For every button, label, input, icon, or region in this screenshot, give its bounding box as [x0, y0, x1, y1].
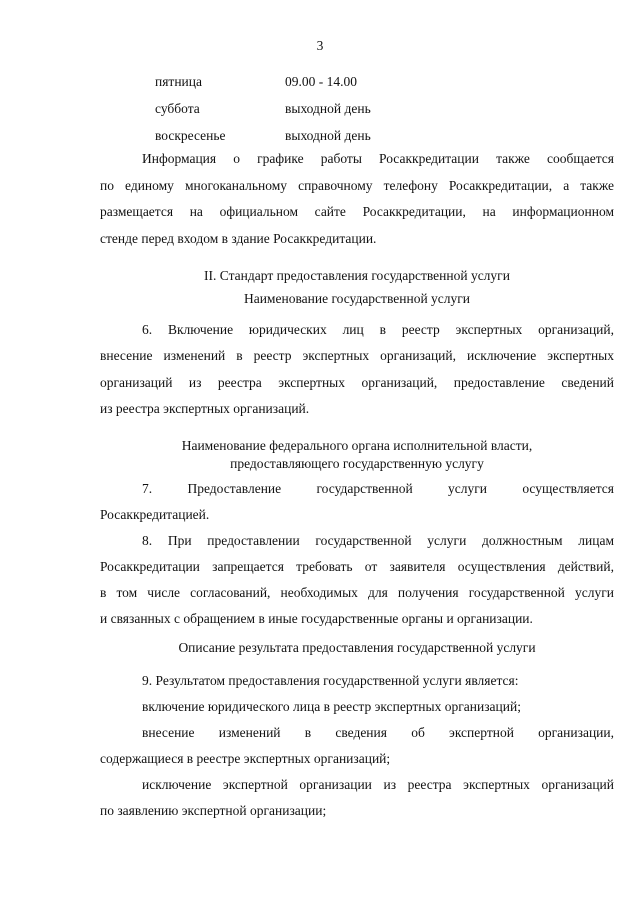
- paragraph-line: размещается на официальном сайте Росаккредитации, на информационном: [100, 204, 614, 219]
- schedule-day: воскресенье: [155, 128, 226, 143]
- schedule-day: суббота: [155, 101, 200, 116]
- paragraph-line: по единому многоканальному справочному телефону Росаккредитации, а также: [100, 178, 614, 193]
- paragraph-line: 8. При предоставлении государственной услуги должностным лицам: [142, 533, 614, 548]
- paragraph-line: в том числе согласований, необходимых для получения государственной услуги: [100, 585, 614, 600]
- subheading-service-name: Наименование государственной услуги: [243, 291, 471, 306]
- paragraph-line: Росаккредитацией.: [100, 507, 210, 522]
- paragraph-line: Росаккредитации запрещается требовать от заявителя осуществления действий,: [100, 559, 614, 574]
- paragraph-line: организаций из реестра экспертных организаций, предоставление сведений: [100, 375, 614, 390]
- paragraph-line: из реестра экспертных организаций.: [100, 401, 310, 416]
- paragraph-line: 7. Предоставление государственной услуги осуществляется: [142, 481, 614, 496]
- schedule-day: пятница: [155, 74, 202, 89]
- paragraph-line: стенде перед входом в здание Росаккредитации.: [100, 231, 377, 246]
- subheading-federal-body: предоставляющего государственную услугу: [230, 456, 484, 471]
- paragraph-line: внесение изменений в реестр экспертных организаций, исключение экспертных: [100, 348, 614, 363]
- section-title: II. Стандарт предоставления государственной услуги: [204, 268, 510, 283]
- paragraph-line: содержащиеся в реестре экспертных организаций;: [100, 751, 391, 766]
- schedule-hours: 09.00 - 14.00: [285, 74, 357, 89]
- paragraph-line: 6. Включение юридических лиц в реестр экспертных организаций,: [142, 322, 614, 337]
- schedule-hours: выходной день: [285, 128, 371, 143]
- subheading-result: Описание результата предоставления государственной услуги: [178, 640, 536, 655]
- paragraph-line: и связанных с обращением в иные государственные органы и организации.: [100, 611, 533, 626]
- paragraph-line: включение юридического лица в реестр экспертных организаций;: [142, 699, 521, 714]
- subheading-federal-body: Наименование федерального органа исполнительной власти,: [181, 438, 533, 453]
- schedule-hours: выходной день: [285, 101, 371, 116]
- page-number: 3: [316, 38, 324, 53]
- paragraph-line: исключение экспертной организации из реестра экспертных организаций: [142, 777, 614, 792]
- paragraph-line: 9. Результатом предоставления государственной услуги является:: [142, 673, 519, 688]
- paragraph-line: внесение изменений в сведения об экспертной организации,: [142, 725, 614, 740]
- paragraph-line: по заявлению экспертной организации;: [100, 803, 327, 818]
- paragraph-line: Информация о графике работы Росаккредитации также сообщается: [142, 151, 614, 166]
